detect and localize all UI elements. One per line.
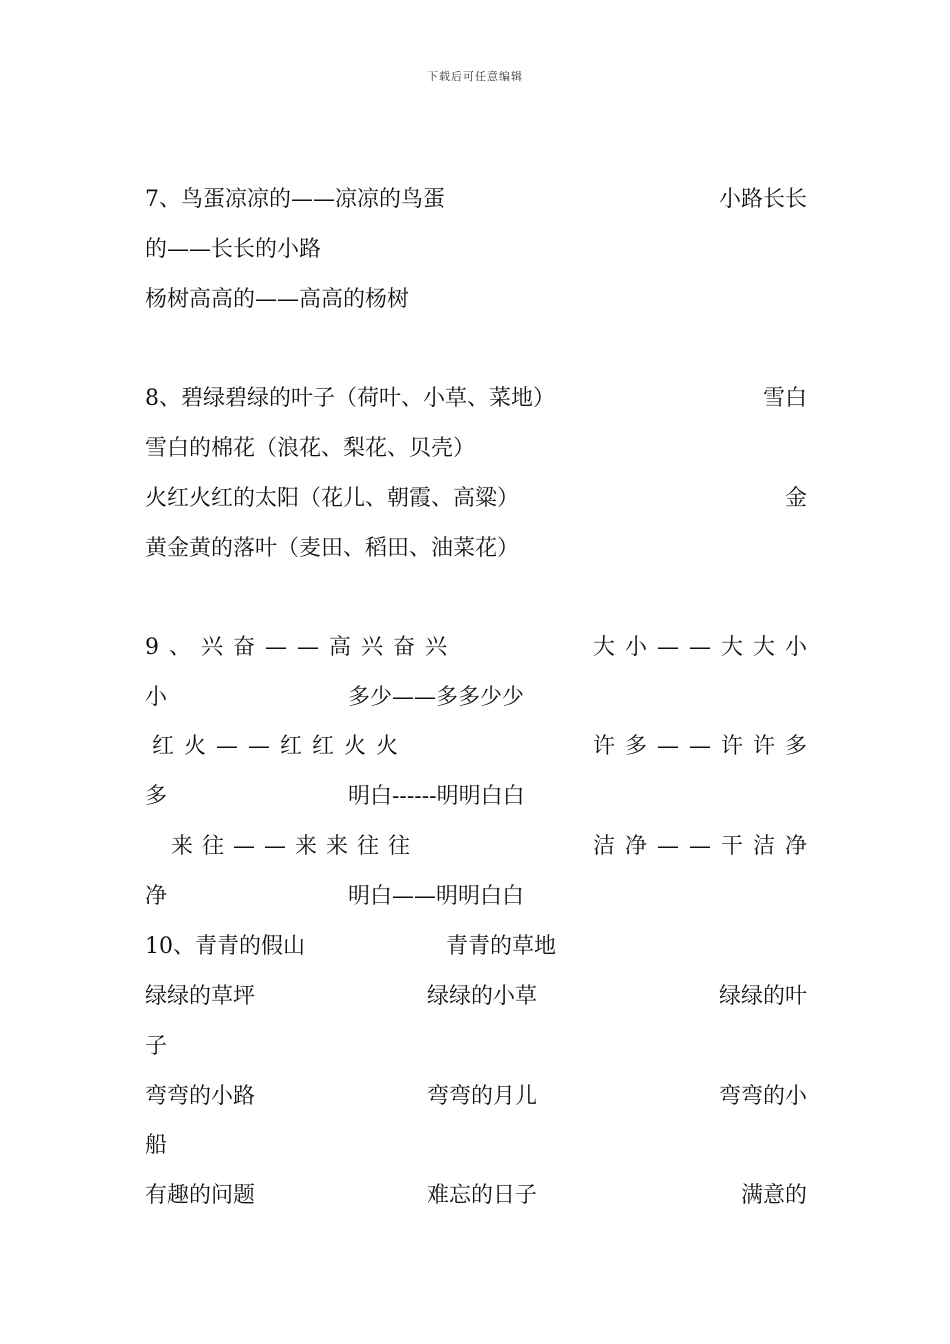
s7-text-c: 的——长长的小路 [145,237,322,262]
s10-text-b: 青青的草地 [446,934,557,959]
s10-text-l: 难忘的日子 [427,1183,538,1208]
s9-text-h: 明白------明明白白 [348,784,525,809]
s8-line-4 [145,534,807,564]
s9-line-1 [145,633,817,663]
s8-text-d: 火红火红的太阳（花儿、朝霞、高粱） [145,486,520,511]
s9-text-a: 9、兴奋——高兴奋兴 [145,635,457,660]
s10-text-m: 满意的 [740,1183,807,1208]
s9-text-k: 净 [145,884,168,909]
s9-text-l: 明白——明明白白 [348,884,525,909]
s10-line-2 [145,982,807,1012]
s7-line-1 [145,185,807,215]
s9-line-2 [145,683,807,713]
s10-text-j: 船 [145,1133,168,1158]
s10-text-c: 绿绿的草坪 [145,984,256,1009]
s10-line-5 [145,1131,807,1161]
s9-text-g: 多 [145,784,168,809]
s9-line-5 [145,832,817,862]
s7-line-2 [145,235,807,265]
s9-line-3 [145,732,817,762]
s10-text-d: 绿绿的小草 [427,984,538,1009]
page-header: 下载后可任意编辑 [427,70,523,83]
s7-text-b: 小路长长 [718,187,807,212]
s9-text-i: 来往——来来往往 [171,834,420,859]
s10-line-4 [145,1082,807,1112]
s9-line-6 [145,882,807,912]
s10-line-1 [145,932,807,962]
s10-text-f: 子 [145,1034,168,1059]
s8-line-3 [145,484,807,514]
s9-text-d: 多少——多多少少 [348,685,525,710]
s10-text-e: 绿绿的叶 [718,984,807,1009]
s10-line-6 [145,1181,807,1211]
s7-line-3 [145,285,807,315]
s10-text-g: 弯弯的小路 [145,1084,256,1109]
s9-line-4 [145,782,807,812]
s10-text-a: 10、青青的假山 [145,934,305,959]
s7-text-a: 7、鸟蛋凉凉的——凉凉的鸟蛋 [145,187,445,212]
s9-text-f: 许多——许许多 [592,734,817,759]
s8-text-e: 金 [784,486,807,511]
s9-text-j: 洁净——干洁净 [592,834,817,859]
s7-text-d: 杨树高高的——高高的杨树 [145,287,410,312]
s9-text-b: 大小——大大小 [592,635,817,660]
s8-text-a: 8、碧绿碧绿的叶子（荷叶、小草、菜地） [145,386,555,411]
s10-text-i: 弯弯的小 [718,1084,807,1109]
s9-text-e: 红火——红红火火 [152,734,409,759]
s9-text-c: 小 [145,685,168,710]
s8-text-b: 雪白 [762,386,807,411]
s10-line-3 [145,1032,807,1062]
s8-line-2 [145,434,807,464]
s10-text-h: 弯弯的月儿 [427,1084,538,1109]
s8-line-1 [145,384,807,414]
s8-text-f: 黄金黄的落叶（麦田、稻田、油菜花） [145,536,520,561]
s8-text-c: 雪白的棉花（浪花、梨花、贝壳） [145,436,476,461]
s10-text-k: 有趣的问题 [145,1183,256,1208]
